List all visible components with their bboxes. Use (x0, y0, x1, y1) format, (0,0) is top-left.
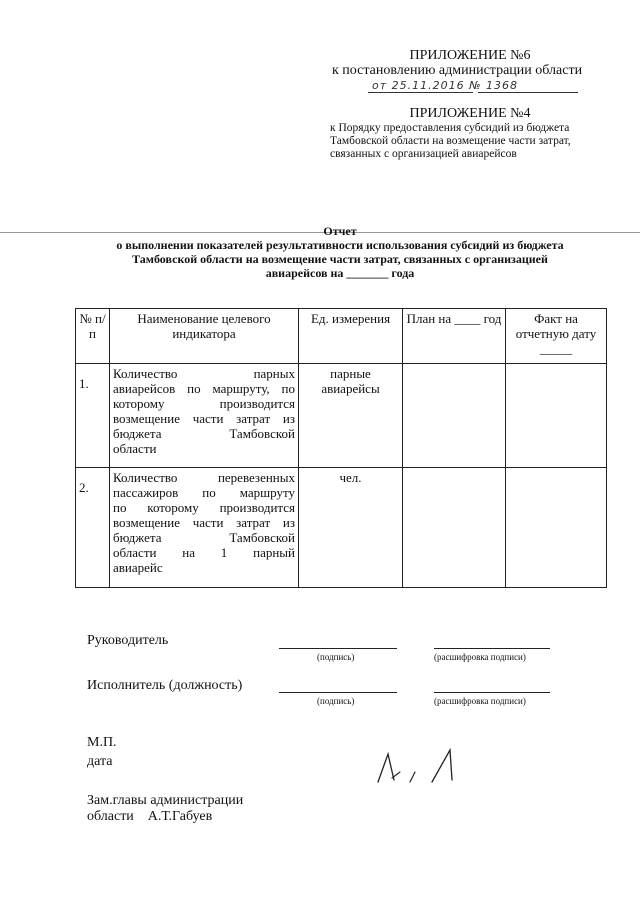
head-signature-line (279, 648, 397, 649)
row-number: 2. (76, 468, 110, 588)
indicator-line: области на 1 парный (113, 545, 295, 560)
executor-signature-line (279, 692, 397, 693)
footer-position: Зам.главы администрации (87, 793, 244, 808)
footer-name: области А.Т.Габуев (87, 809, 213, 824)
table-row (76, 468, 607, 588)
table-row (76, 364, 607, 468)
head-sign-caption: (подпись) (317, 652, 355, 662)
indicator-line: Количество парных (113, 366, 295, 381)
row-fact (506, 364, 607, 468)
header-number: № п/п (76, 309, 110, 364)
executor-label: Исполнитель (должность) (87, 678, 243, 693)
indicator-line: по которому производится (113, 500, 295, 515)
appendix4-line: к Порядку предоставления субсидий из бюджета (330, 122, 570, 134)
appendix6-subtitle: к постановлению администрации области (332, 63, 583, 78)
head-label: Руководитель (87, 633, 169, 648)
handwritten-signature (370, 742, 490, 792)
appendix4-text (330, 122, 620, 161)
indicator-line: бюджета Тамбовской (113, 530, 295, 545)
row-plan (403, 468, 506, 588)
indicator-line: возмещение части затрат из (113, 515, 295, 530)
appendix4-title: ПРИЛОЖЕНИЕ №4 (409, 106, 531, 121)
row-indicator-name (110, 364, 299, 468)
report-line-2: Тамбовской области на возмещение части затрат, связанных с организацией (132, 252, 548, 266)
report-line-1: о выполнении показателей результативности использования субсидий из бюджета (116, 238, 564, 252)
row-fact (506, 468, 607, 588)
indicator-line: области (113, 441, 157, 456)
appendix4-line: Тамбовской области на возмещение части затрат, (330, 135, 571, 147)
report-table (75, 308, 607, 588)
stamp-label: М.П. (87, 735, 117, 750)
appendix6-title: ПРИЛОЖЕНИЕ №6 (409, 48, 531, 63)
indicator-line: которому производится (113, 396, 295, 411)
executor-decode-caption: (расшифровка подписи) (434, 696, 526, 706)
indicator-line: возмещение части затрат из (113, 411, 295, 426)
head-decode-caption: (расшифровка подписи) (434, 652, 526, 662)
table-header-row (76, 309, 607, 364)
head-decode-line (434, 648, 550, 649)
indicator-line: Количество перевезенных (113, 470, 295, 485)
header-unit: Ед. измерения (299, 309, 403, 364)
row-plan (403, 364, 506, 468)
appendix6-handwritten-date: от 25.11.2016 № 1368 (372, 79, 519, 92)
indicator-line: авиарейсов по маршруту, по (113, 381, 295, 396)
header-plan: План на ____ год (403, 309, 506, 364)
appendix4-line: связанных с организацией авиарейсов (330, 148, 517, 160)
executor-decode-line (434, 692, 550, 693)
indicator-line: бюджета Тамбовской (113, 426, 295, 441)
report-line-3: авиарейсов на _______ года (265, 266, 415, 280)
number-underline (478, 92, 578, 93)
date-label: дата (87, 754, 113, 769)
row-unit: парные авиарейсы (299, 364, 403, 468)
row-unit: чел. (299, 468, 403, 588)
date-underline (368, 92, 473, 93)
row-number: 1. (76, 364, 110, 468)
header-indicator: Наименование целевого индикатора (110, 309, 299, 364)
row-indicator-name (110, 468, 299, 588)
header-fact: Факт на отчетную дату _____ (506, 309, 607, 364)
report-title: Отчет (323, 224, 357, 238)
indicator-line: авиарейс (113, 560, 163, 575)
executor-sign-caption: (подпись) (317, 696, 355, 706)
indicator-line: пассажиров по маршруту (113, 485, 295, 500)
